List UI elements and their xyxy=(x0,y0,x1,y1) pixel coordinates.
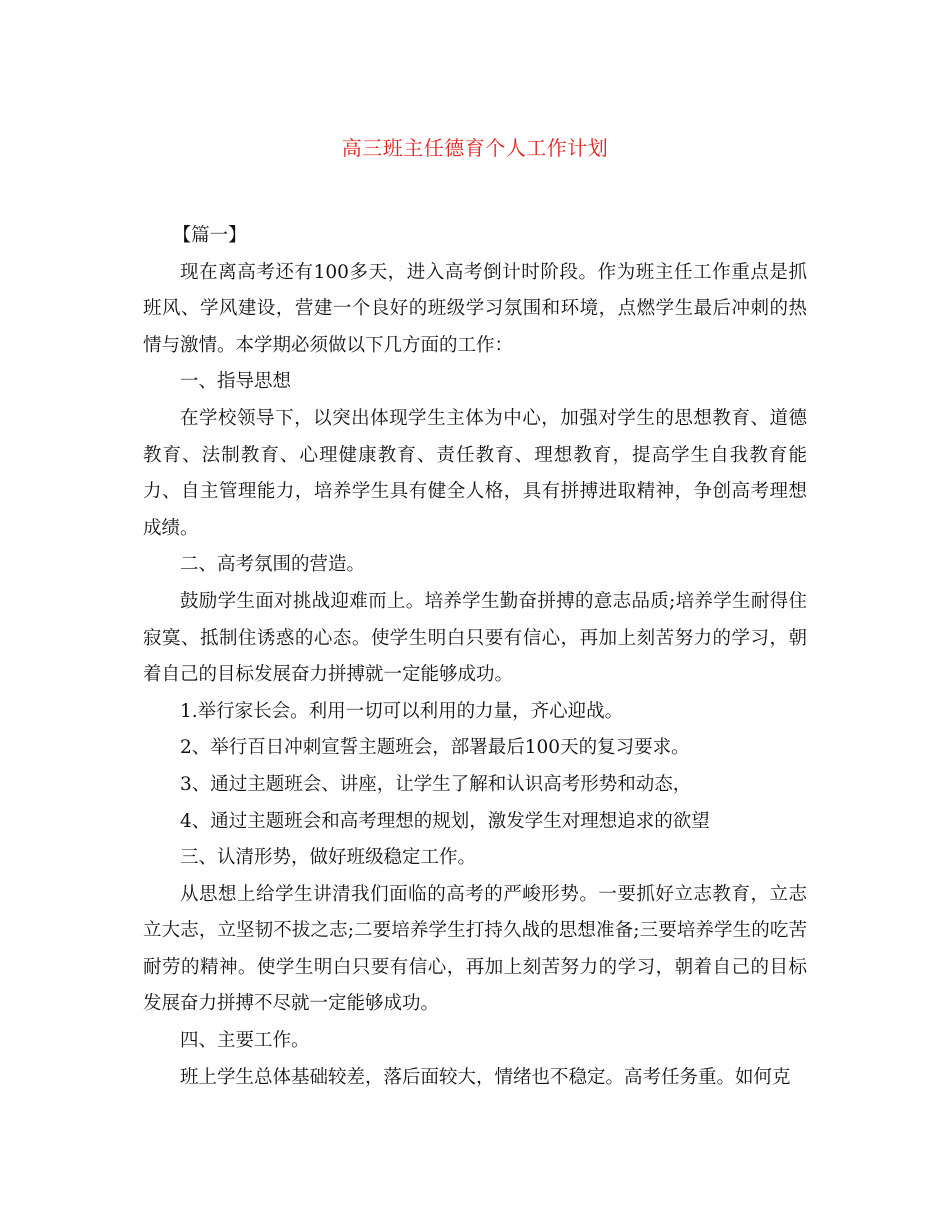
section-heading-2: 二、高考氛围的营造。 xyxy=(180,554,366,576)
list-item-2: 2、举行百日冲刺宣誓主题班会，部署最后100天的复习要求。 xyxy=(180,737,690,759)
paragraph-situation: 从思想上给学生讲清我们面临的高考的严峻形势。一要抓好立志教育，立志立大志，立坚韧不拔之志;二要培养学生打持久战的思想准备;三要培养学生的吃苦耐劳的精神。使学生明白只要有信心，再加上刻苦努力的学习，朝着自己的目标发展奋力拼搏不尽就一定能够成功。 xyxy=(143,883,807,1015)
section-marker: 【篇一】 xyxy=(172,225,247,246)
list-item-3: 3、通过主题班会、讲座，让学生了解和认识高考形势和动态， xyxy=(180,773,692,795)
paragraph-intro: 现在离高考还有100多天，进入高考倒计时阶段。作为班主任工作重点是抓班风、学风建设，营建一个良好的班级学习氛围和环境，点燃学生最后冲刺的热情与激情。本学期必须做以下几方面的工作： xyxy=(143,261,807,356)
document-body xyxy=(143,218,807,1096)
list-item-4: 4、通过主题班会和高考理想的规划，激发学生对理想追求的欲望 xyxy=(180,810,710,832)
section-heading-3: 三、认清形势，做好班级稳定工作。 xyxy=(180,847,477,869)
paragraph-guiding-thought: 在学校领导下，以突出体现学生主体为中心，加强对学生的思想教育、道德教育、法制教育、心理健康教育、责任教育、理想教育，提高学生自我教育能力、自主管理能力，培养学生具有健全人格，具有拼搏进取精神，争创高考理想成绩。 xyxy=(143,407,807,539)
document-title: 高三班主任德育个人工作计划 xyxy=(341,136,609,160)
section-heading-4: 四、主要工作。 xyxy=(180,1030,310,1052)
paragraph-main-work: 班上学生总体基础较差，落后面较大，情绪也不稳定。高考任务重。如何克 xyxy=(180,1066,791,1088)
paragraph-atmosphere: 鼓励学生面对挑战迎难而上。培养学生勤奋拼搏的意志品质;培养学生耐得住寂寞、抵制住诱惑的心态。使学生明白只要有信心，再加上刻苦努力的学习，朝着自己的目标发展奋力拼搏就一定能够成功。 xyxy=(143,590,807,686)
section-heading-1: 一、指导思想 xyxy=(180,371,292,393)
list-item-1: 1.举行家长会。利用一切可以利用的力量，齐心迎战。 xyxy=(180,700,624,722)
